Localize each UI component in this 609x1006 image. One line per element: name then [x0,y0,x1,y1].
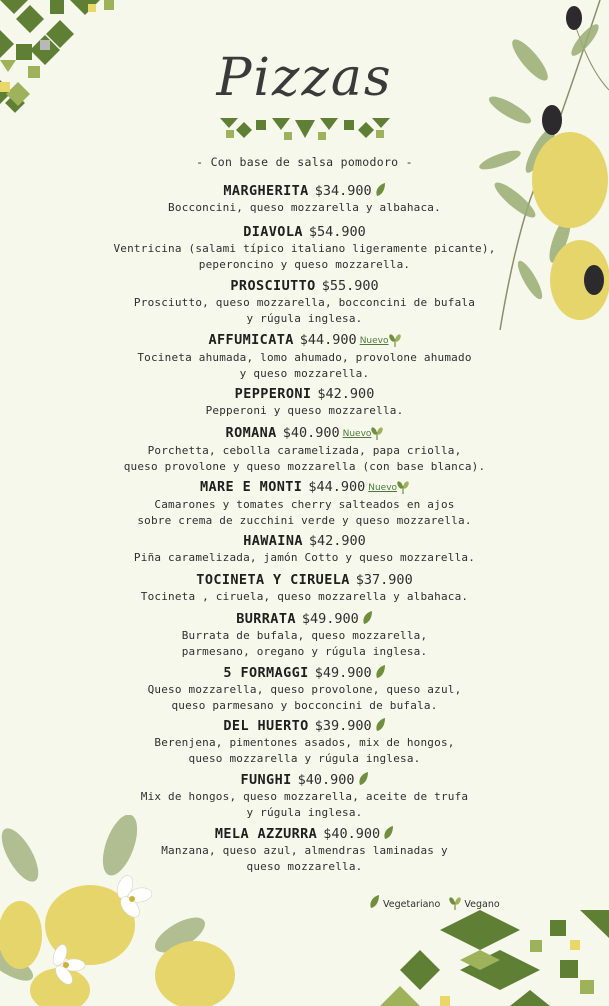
menu-item [0,386,609,419]
legend-vegan: Vegano [464,899,500,910]
menu-item-name: MELA AZZURRA [214,826,318,842]
menu-item-description: queso mozzarella y rúgula inglesa. [188,751,421,765]
menu-item-price: $49.900 [301,611,359,627]
menu-item-heading [0,278,609,295]
menu-item-description: Berenjena, pimentones asados, mix de hongos, [154,736,455,749]
menu-item-description: y rúgula inglesa. [246,805,363,819]
menu-item-description: Ventricina (salami típico italiano ligeramente picante), [113,242,496,255]
menu-item-heading [0,718,609,735]
page-title: Pizzas [216,48,393,108]
vegetarian-leaf-icon [375,718,386,732]
menu-item [0,425,609,474]
vegan-sprig-icon [397,480,409,494]
menu-item-price: $42.900 [308,533,366,549]
menu-item-heading [0,611,609,628]
vegetarian-leaf-icon [375,183,386,197]
menu-item-name: FUNGHI [240,772,292,788]
menu-item-heading [0,572,609,589]
menu-item-heading [0,386,609,403]
menu-item-description: queso mozzarella. [246,859,363,873]
menu-item-description: Tocineta , ciruela, queso mozzarella y albahaca. [140,590,469,603]
menu-item-description: Bocconcini, queso mozzarella y albahaca. [168,201,441,214]
legend [366,895,500,910]
new-badge: Nuevo [368,483,398,493]
vegan-sprig-icon [449,896,461,910]
menu-item-description: Pepperoni y queso mozzarella. [205,404,404,417]
vegetarian-leaf-icon [375,665,386,679]
menu-item-description: Camarones y tomates cherry salteados en ajos [154,498,455,511]
menu-item [0,611,609,659]
menu-item-description: y queso mozzarella. [239,366,370,380]
menu-item-name: MARGHERITA [223,183,309,199]
menu-item-description: parmesano, oregano y rúgula inglesa. [181,644,428,658]
menu-item-description: queso provolone y queso mozzarella (con base blanca). [123,459,486,473]
menu-item-description: Porchetta, cebolla caramelizada, papa criolla, [147,444,462,457]
menu-item-price: $37.900 [355,572,413,588]
menu-item-name: MARE E MONTI [199,479,303,495]
menu-item [0,479,609,528]
menu-item-price: $55.900 [321,278,379,294]
menu-item-heading [0,183,609,200]
menu-item-name: ROMANA [225,425,277,441]
menu-item-heading [0,665,609,682]
menu-item-heading [0,425,609,443]
menu-item [0,224,609,272]
menu-item [0,183,609,216]
vegetarian-leaf-icon [383,826,394,840]
vegetarian-leaf-icon [369,895,380,909]
menu-item-price: $49.900 [314,665,372,681]
menu-item [0,772,609,820]
menu-item [0,665,609,713]
menu-item-name: DIAVOLA [243,224,303,240]
menu-item-description: Burrata de bufala, queso mozzarella, [181,629,428,642]
menu-item [0,533,609,566]
menu-item-description: peperoncino y queso mozzarella. [198,257,411,271]
tile-pattern-bottom-right [380,910,609,1006]
menu-item-price: $54.900 [308,224,366,240]
vegan-sprig-icon [371,426,383,440]
menu-item-heading [0,479,609,497]
menu-item-price: $44.900 [308,479,366,495]
menu-item-description: Manzana, queso azul, almendras laminadas y [161,844,448,857]
menu-subtitle: - Con base de salsa pomodoro - [196,155,413,169]
menu-item-price: $40.900 [323,826,381,842]
menu-item-description: Prosciutto, queso mozzarella, bocconcini de bufala [133,296,476,309]
menu-item-description: sobre crema de zucchini verde y queso mozzarella. [137,513,472,527]
vegan-sprig-icon [389,333,401,347]
menu-item [0,718,609,766]
menu-item-name: AFFUMICATA [208,332,294,348]
new-badge: Nuevo [342,429,372,439]
menu-item [0,572,609,605]
menu-item-heading [0,224,609,241]
menu-item-heading [0,332,609,350]
menu-item-description: Mix de hongos, queso mozzarella, aceite de trufa [140,790,469,803]
menu-item-description: y rúgula inglesa. [246,311,363,325]
menu-item-price: $34.900 [314,183,372,199]
menu-item-heading [0,772,609,789]
menu-item-name: PROSCIUTTO [230,278,316,294]
menu-item [0,278,609,326]
vegetarian-leaf-icon [358,772,369,786]
new-badge: Nuevo [359,336,389,346]
menu-item-description: Queso mozzarella, queso provolone, queso azul, [147,683,462,696]
menu-item-name: PEPPERONI [234,386,312,402]
title-ornament [0,118,609,144]
menu-item-description: Tocineta ahumada, lomo ahumado, provolone ahumado [137,351,472,364]
menu-item-name: BURRATA [236,611,296,627]
menu-item-name: 5 FORMAGGI [223,665,309,681]
menu-item-price: $40.900 [297,772,355,788]
lemon-flowers-illustration [0,815,240,1006]
menu-item-price: $40.900 [282,425,340,441]
menu-item-name: TOCINETA Y CIRUELA [196,572,350,588]
menu-item-price: $44.900 [299,332,357,348]
menu-item-name: HAWAINA [243,533,303,549]
menu-item-heading [0,533,609,550]
vegetarian-leaf-icon [362,611,373,625]
menu-item-price: $42.900 [317,386,375,402]
menu-item-description: queso parmesano y bocconcini de bufala. [171,698,438,712]
menu-item-description: Piña caramelizada, jamón Cotto y queso mozzarella. [133,551,476,564]
menu-item-price: $39.900 [314,718,372,734]
legend-vegetarian: Vegetariano [383,899,441,910]
menu-item-name: DEL HUERTO [223,718,309,734]
menu-item [0,332,609,381]
